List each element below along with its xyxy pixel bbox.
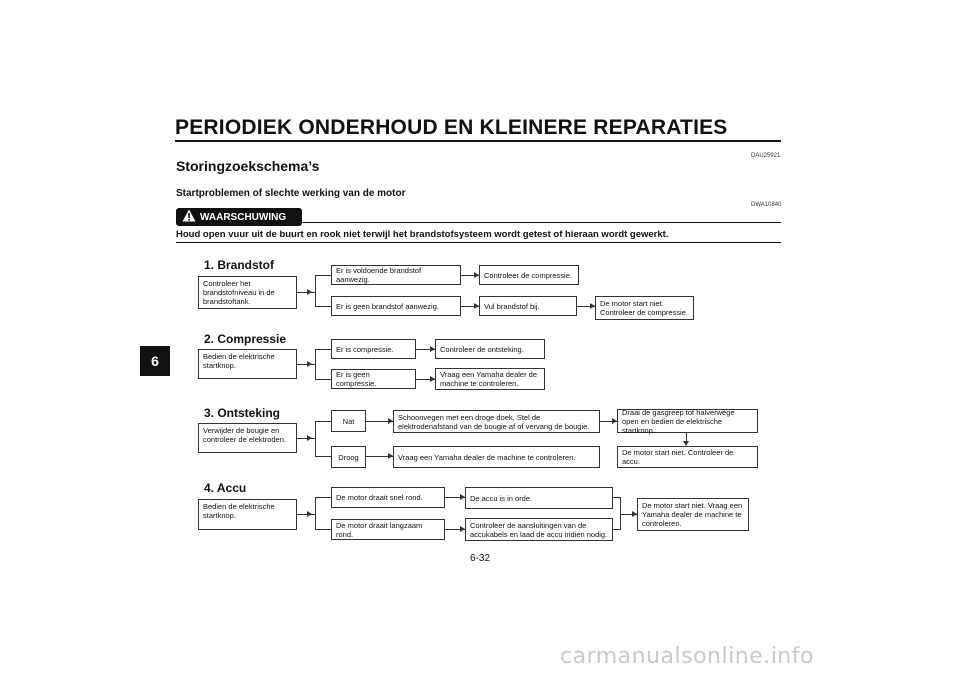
compression-start-box: Bedien de elektrische startknop.: [198, 349, 297, 379]
ignition-wet-box: Nat: [331, 410, 366, 432]
connector: [315, 306, 331, 307]
ignition-dry-result-box: Vraag een Yamaha dealer de machine te controleren.: [393, 446, 600, 468]
connector: [315, 529, 331, 530]
battery-title: 4. Accu: [204, 481, 247, 495]
warning-text: Houd open vuur uit de buurt en rook niet terwijl het brandstofsysteem wordt getest of hieraan wordt gewerkt.: [176, 229, 669, 240]
chapter-tab: 6: [140, 346, 170, 376]
battery-fast-result-box: De accu is in orde.: [465, 487, 613, 509]
warning-bottom-divider: [176, 242, 781, 243]
connector: [613, 529, 620, 530]
section-title: Storingzoekschema’s: [176, 158, 320, 174]
connector: [297, 438, 315, 439]
connector: [297, 364, 315, 365]
warning-triangle-icon: [182, 209, 196, 225]
fuel-title: 1. Brandstof: [204, 258, 275, 272]
ignition-start-box: Verwijder de bougie en controleer de elektroden.: [198, 423, 297, 453]
fuel-no-action-box: Vul brandstof bij.: [479, 296, 577, 316]
arrow-right-icon: [307, 511, 312, 517]
connector: [315, 497, 331, 498]
connector: [297, 292, 315, 293]
connector: [315, 421, 331, 422]
fuel-no-box: Er is geen brandstof aanwezig.: [331, 296, 461, 316]
connector: [613, 497, 620, 498]
connector: [315, 421, 316, 457]
compression-no-result-box: Vraag een Yamaha dealer de machine te controleren.: [435, 368, 545, 390]
title-divider: [175, 140, 781, 142]
connector: [315, 275, 316, 307]
connector: [315, 456, 331, 457]
arrow-right-icon: [307, 361, 312, 367]
battery-slow-result-box: Controleer de aansluitingen van de accukabels en laad de accu indien nodig.: [465, 518, 613, 541]
connector: [315, 275, 331, 276]
arrow-right-icon: [307, 435, 312, 441]
connector: [315, 349, 331, 350]
ignition-title: 3. Ontsteking: [204, 406, 281, 420]
battery-fast-box: De motor draait snel rond.: [331, 487, 445, 508]
battery-slow-box: De motor draait langzaam rond.: [331, 519, 445, 540]
compression-yes-result-box: Controleer de ontsteking.: [435, 339, 545, 359]
connector: [315, 497, 316, 530]
fuel-no-result-box: De motor start niet. Controleer de compressie.: [595, 296, 694, 320]
connector: [297, 514, 315, 515]
connector: [315, 379, 331, 380]
ignition-dry-box: Droog: [331, 446, 366, 468]
warning-badge: [176, 208, 302, 226]
warning-badge-label: WAARSCHUWING: [200, 211, 287, 223]
ignition-final-box: De motor start niet. Controleer de accu.: [617, 446, 758, 468]
battery-start-box: Bedien de elektrische startknop.: [198, 499, 297, 530]
page-title: PERIODIEK ONDERHOUD EN KLEINERE REPARATIES: [175, 116, 728, 139]
ignition-wet-action-box: Schoonvegen met een droge doek. Stel de elektrodenafstand van de bougie af of vervang de bougie.: [393, 410, 600, 433]
subsection-title: Startproblemen of slechte werking van de motor: [176, 188, 406, 199]
warning-divider: [302, 222, 781, 223]
page-number: 6-32: [469, 553, 490, 564]
compression-title: 2. Compressie: [204, 332, 287, 346]
watermark: carmanualsonline.info: [560, 644, 814, 669]
fuel-yes-result-box: Controleer de compressie.: [479, 265, 579, 285]
compression-yes-box: Er is compressie.: [331, 339, 416, 359]
fuel-yes-box: Er is voldoende brandstof aanwezig.: [331, 265, 461, 285]
connector: [315, 349, 316, 380]
arrow-right-icon: [307, 289, 312, 295]
battery-final-box: De motor start niet. Vraag een Yamaha dealer de machine te controleren.: [637, 498, 749, 531]
fuel-start-box: Controleer het brandstofniveau in de brandstoftank.: [198, 276, 297, 309]
section-code: DAU25921: [751, 153, 781, 159]
ignition-wet-result-box: Draai de gasgreep tot halverwege open en bedien de elektrische startknop.: [617, 409, 758, 433]
compression-no-box: Er is geen compressie.: [331, 369, 416, 389]
warning-code: DWA10840: [751, 202, 782, 208]
